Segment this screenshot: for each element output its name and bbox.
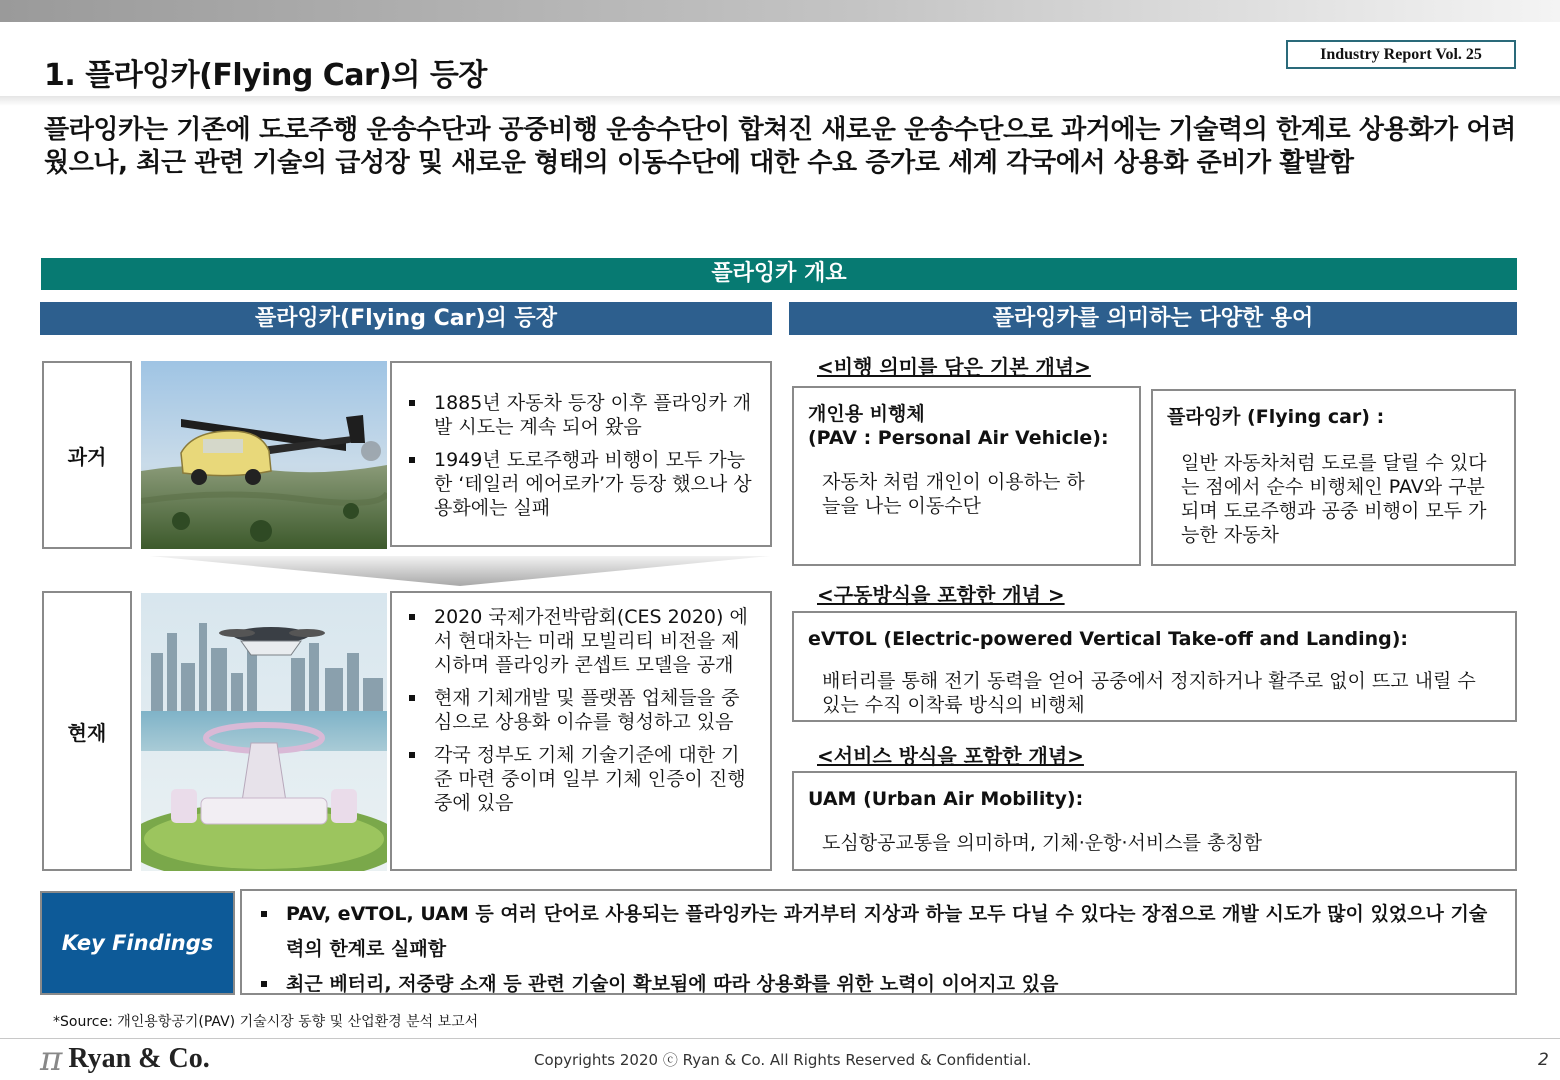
intro-paragraph: 플라잉카는 기존에 도로주행 운송수단과 공중비행 운송수단이 합쳐진 새로운 운송수단으로 과거에는 기술력의 한계로 상용화가 어려웠으나, 최근 관련 기술의 급성장 및 새로운 형태의 이동수단에 대한 수요 증가로 세계 각국에서 상용화 준비가 활발함 <box>44 115 1516 178</box>
evtol-title: eVTOL (Electric-powered Vertical Take-off and Landing): <box>808 628 1408 650</box>
list-item: 2020 국제가전박람회(CES 2020) 에서 현대차는 미래 모빌리티 비전을 제시하며 플라잉카 콘셉트 모델을 공개 <box>406 605 756 677</box>
left-section-header: 플라잉카(Flying Car)의 등장 <box>40 302 772 335</box>
source-note: *Source: 개인용항공기(PAV) 기술시장 동향 및 산업환경 분석 보고서 <box>53 1014 479 1030</box>
list-item: 1949년 도로주행과 비행이 모두 가능한 ‘테일러 에어로카’가 등장 했으나 상용화에는 실패 <box>406 448 756 520</box>
right-section-header: 플라잉카를 의미하는 다양한 용어 <box>789 302 1517 335</box>
evtol-description: 배터리를 통해 전기 동력을 얻어 공중에서 정지하거나 활주로 없이 뜨고 내릴 수 있는 수직 이착륙 방식의 비행체 <box>822 670 1476 716</box>
section-heading-service: <서비스 방식을 포함한 개념> <box>817 744 1084 768</box>
pi-logo-icon: π <box>40 1039 63 1079</box>
flyingcar-term-box <box>1151 389 1516 566</box>
title-divider <box>0 96 1560 106</box>
report-label: Industry Report Vol. 25 <box>1286 40 1516 69</box>
uam-description: 도심항공교통을 의미하며, 기체·운항·서비스를 총칭함 <box>822 832 1263 854</box>
logo-text: Ryan & Co. <box>68 1043 210 1074</box>
past-bullets <box>390 361 772 547</box>
top-gradient-band <box>0 0 1560 22</box>
key-findings-label: Key Findings <box>40 891 235 995</box>
present-concept-photo <box>141 593 387 871</box>
evtol-term-box <box>792 611 1517 722</box>
down-chevron-arrow <box>150 556 770 586</box>
list-item: PAV, eVTOL, UAM 등 여러 단어로 사용되는 플라잉카는 과거부터 지상과 하늘 모두 다닐 수 있다는 장점으로 개발 시도가 많이 있었으나 기술력의 한계로 실패함 <box>258 897 1495 967</box>
uam-term-box <box>792 771 1517 871</box>
page-number: 2 <box>1538 1050 1549 1070</box>
past-label: 과거 <box>42 361 132 549</box>
section-heading-propulsion: <구동방식을 포함한 개념 > <box>817 583 1065 607</box>
list-item: 각국 정부도 기체 기술기준에 대한 기준 마련 중이며 일부 기체 인증이 진행 중에 있음 <box>406 743 756 815</box>
past-aerocar-photo <box>141 361 387 549</box>
list-item: 1885년 자동차 등장 이후 플라잉카 개발 시도는 계속 되어 왔음 <box>406 391 756 439</box>
pav-description: 자동차 처럼 개인이 이용하는 하늘을 나는 이동수단 <box>822 471 1085 517</box>
company-logo <box>40 1039 210 1079</box>
overview-band: 플라잉카 개요 <box>41 258 1517 290</box>
key-findings-box <box>240 889 1517 995</box>
page-title: 1. 플라잉카(Flying Car)의 등장 <box>44 58 487 93</box>
pav-title-line2: (PAV : Personal Air Vehicle): <box>808 427 1109 449</box>
footer-divider <box>0 1038 1560 1039</box>
pav-title-line1: 개인용 비행체 <box>808 403 925 425</box>
list-item: 최근 베터리, 저중량 소재 등 관련 기술이 확보됨에 따라 상용화를 위한 노력이 이어지고 있음 <box>258 967 1495 1002</box>
present-label: 현재 <box>42 591 132 871</box>
section-heading-flight: <비행 의미를 담은 기본 개념> <box>817 355 1091 379</box>
flyingcar-title: 플라잉카 (Flying car) : <box>1167 406 1385 428</box>
uam-title: UAM (Urban Air Mobility): <box>808 788 1084 810</box>
copyright-text: Copyrights 2020 ⓒ Ryan & Co. All Rights Reserved & Confidential. <box>534 1051 1032 1069</box>
pav-term-box <box>792 386 1141 566</box>
flyingcar-description: 일반 자동차처럼 도로를 달릴 수 있다는 점에서 순수 비행체인 PAV와 구분되며 도로주행과 공중 비행이 모두 가능한 자동차 <box>1181 452 1487 546</box>
present-bullets <box>390 591 772 871</box>
list-item: 현재 기체개발 및 플랫폼 업체들을 중심으로 상용화 이슈를 형성하고 있음 <box>406 686 756 734</box>
